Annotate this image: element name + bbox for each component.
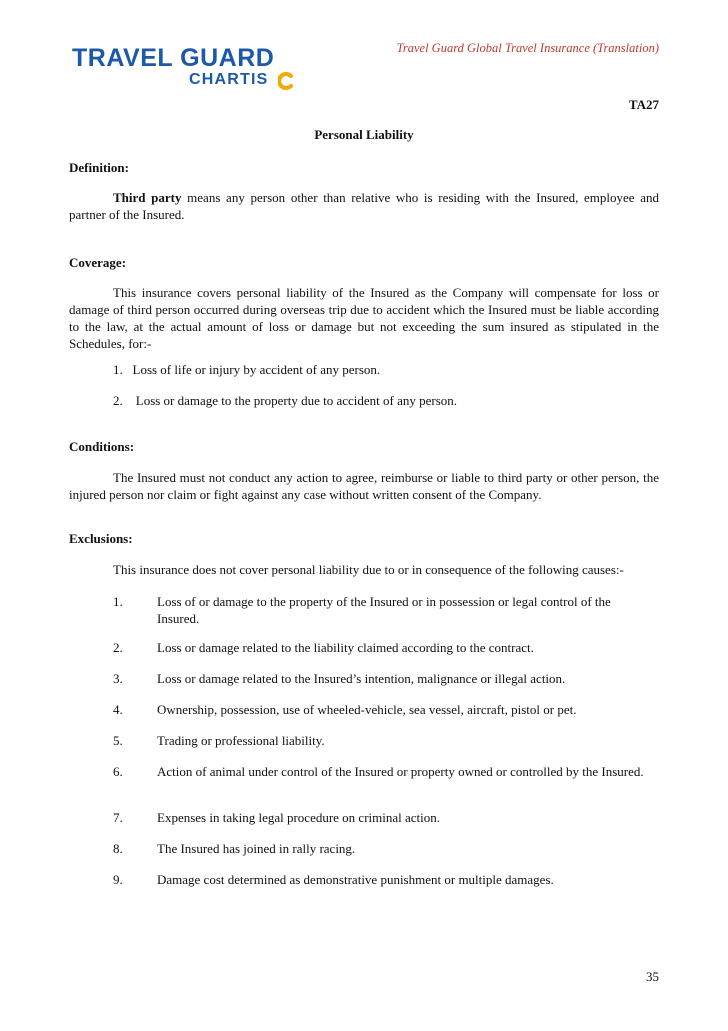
page-number: 35 (646, 969, 659, 984)
exclusion-text: Trading or professional liability. (157, 733, 325, 748)
chartis-c-icon (278, 72, 294, 90)
header-title: Travel Guard Global Travel Insurance (Translation) (396, 41, 659, 55)
logo-sub-text: CHARTIS (189, 71, 269, 88)
document-code: TA27 (628, 97, 659, 112)
conditions-text: The Insured must not conduct any action to agree, reimburse or liable to third party or other person, the injured person nor claim or fight against any case without written consent of the Company. (69, 470, 659, 502)
exclusion-text: Loss of or damage to the property of the Insured or in possession or legal control of the Insured. (157, 594, 611, 626)
exclusion-number: 5. (113, 733, 123, 748)
exclusion-number: 3. (113, 671, 123, 686)
exclusion-text: Loss or damage related to the Insured’s intention, malignance or illegal action. (157, 671, 566, 686)
coverage-text: This insurance covers personal liability of the Insured as the Company will compensate for loss or damage of third person occurred during overseas trip due to accident which the Insured must be liable according to the law, at the actual amount of loss or damage but not exceeding the sum insured as stipulated in the Schedules, for:- (69, 285, 659, 351)
exclusion-number: 6. (113, 764, 123, 779)
coverage-paragraph (69, 284, 659, 352)
definition-heading: Definition: (69, 160, 129, 175)
coverage-item: 1. Loss of life or injury by accident of any person. (113, 362, 381, 377)
exclusion-text: Damage cost determined as demonstrative punishment or multiple damages. (157, 872, 554, 887)
exclusion-number: 1. (113, 594, 123, 609)
exclusion-number: 4. (113, 702, 123, 717)
exclusions-heading: Exclusions: (69, 531, 133, 546)
exclusion-text: The Insured has joined in rally racing. (157, 841, 356, 856)
exclusions-intro: This insurance does not cover personal liability due to or in consequence of the following causes:- (113, 562, 624, 577)
conditions-paragraph (69, 469, 659, 503)
travel-guard-logo (72, 44, 302, 96)
exclusion-number: 9. (113, 872, 123, 887)
logo-brand-text: TRAVEL GUARD (72, 44, 275, 72)
exclusion-number: 2. (113, 640, 123, 655)
definition-paragraph (69, 189, 659, 223)
exclusion-text: Ownership, possession, use of wheeled-vehicle, sea vessel, aircraft, pistol or pet. (157, 702, 577, 717)
exclusion-number: 8. (113, 841, 123, 856)
exclusion-text: Loss or damage related to the liability claimed according to the contract. (157, 640, 534, 655)
coverage-item: 2. Loss or damage to the property due to accident of any person. (113, 393, 458, 408)
definition-text: means any person other than relative who is residing with the Insured, employee and partner of the Insured. (69, 190, 660, 222)
exclusion-number: 7. (113, 810, 123, 825)
exclusion-text: Action of animal under control of the Insured or property owned or controlled by the Insured. (157, 764, 644, 779)
page-title: Personal Liability (314, 127, 414, 142)
definition-term: Third party (113, 190, 182, 205)
coverage-heading: Coverage: (69, 255, 127, 270)
conditions-heading: Conditions: (69, 439, 135, 454)
exclusion-text: Expenses in taking legal procedure on criminal action. (157, 810, 441, 825)
